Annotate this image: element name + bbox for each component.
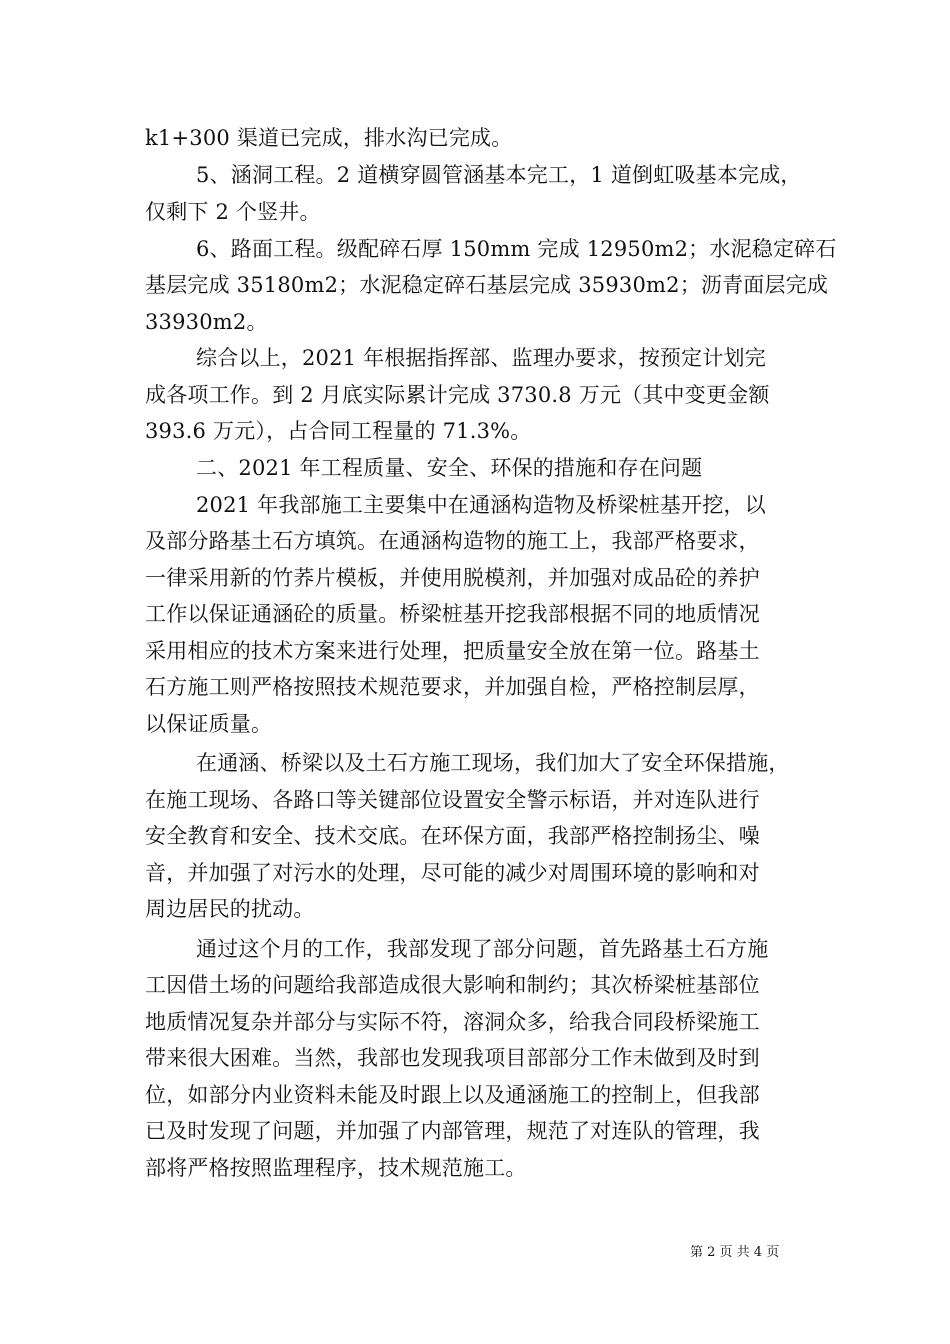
text-line: 仅剩下 2 个竖井。 bbox=[145, 200, 321, 224]
text-line: 一律采用新的竹荞片模板，并使用脱模剂，并加强对成品砼的养护 bbox=[145, 566, 760, 590]
text-line: 成各项工作。到 2 月底实际累计完成 3730.8 万元（其中变更金额 bbox=[145, 383, 770, 407]
text-line: 石方施工则严格按照技术规范要求，并加强自检，严格控制层厚， bbox=[145, 675, 760, 699]
text-line: 地质情况复杂并部分与实际不符，溶洞众多，给我合同段桥梁施工 bbox=[145, 1010, 760, 1034]
text-line: 带来很大困难。当然，我部也发现我项目部部分工作未做到及时到 bbox=[145, 1046, 760, 1070]
text-line: 工作以保证通涵砼的质量。桥梁桩基开挖我部根据不同的地质情况 bbox=[145, 602, 760, 626]
text-line: 已及时发现了问题，并加强了内部管理，规范了对连队的管理，我 bbox=[145, 1119, 760, 1143]
text-line: 33930m2。 bbox=[145, 310, 268, 334]
text-line: 及部分路基土石方填筑。在通涵构造物的施工上，我部严格要求， bbox=[145, 529, 760, 553]
text-line: 5、涵洞工程。2 道横穿圆管涵基本完工，1 道倒虹吸基本完成， bbox=[196, 163, 802, 187]
text-line: 在施工现场、各路口等关键部位设置安全警示标语，并对连队进行 bbox=[145, 788, 760, 812]
text-line: 通过这个月的工作，我部发现了部分问题，首先路基土石方施 bbox=[196, 937, 769, 961]
text-line: 周边居民的扰动。 bbox=[145, 897, 315, 921]
text-line: 2021 年我部施工主要集中在通涵构造物及桥梁桩基开挖，以 bbox=[196, 493, 766, 517]
text-line: 部将严格按照监理程序，技术规范施工。 bbox=[145, 1156, 527, 1180]
page-footer: 第 2 页 共 4 页 bbox=[690, 1245, 780, 1260]
text-line: 以保证质量。 bbox=[145, 712, 273, 736]
text-line: 工因借土场的问题给我部造成很大影响和制约；其次桥梁桩基部位 bbox=[145, 973, 760, 997]
text-line: k1+300 渠道已完成，排水沟已完成。 bbox=[145, 126, 513, 150]
text-line: 6、路面工程。级配碎石厚 150mm 完成 12950m2；水泥稳定碎石 bbox=[196, 237, 837, 261]
text-line: 安全教育和安全、技术交底。在环保方面，我部严格控制扬尘、噪 bbox=[145, 824, 760, 848]
text-line: 在通涵、桥梁以及土石方施工现场，我们加大了安全环保措施， bbox=[196, 751, 790, 775]
text-line: 采用相应的技术方案来进行处理，把质量安全放在第一位。路基土 bbox=[145, 639, 760, 663]
text-line: 音，并加强了对污水的处理，尽可能的减少对周围环境的影响和对 bbox=[145, 861, 760, 885]
text-line: 基层完成 35180m2；水泥稳定碎石基层完成 35930m2；沥青面层完成 bbox=[145, 273, 829, 297]
section-heading: 二、2021 年工程质量、安全、环保的措施和存在问题 bbox=[196, 456, 703, 480]
text-line: 393.6 万元），占合同工程量的 71.3%。 bbox=[145, 419, 532, 443]
text-line: 位，如部分内业资料未能及时跟上以及通涵施工的控制上，但我部 bbox=[145, 1083, 760, 1107]
text-line: 综合以上，2021 年根据指挥部、监理办要求，按预定计划完 bbox=[196, 346, 766, 370]
